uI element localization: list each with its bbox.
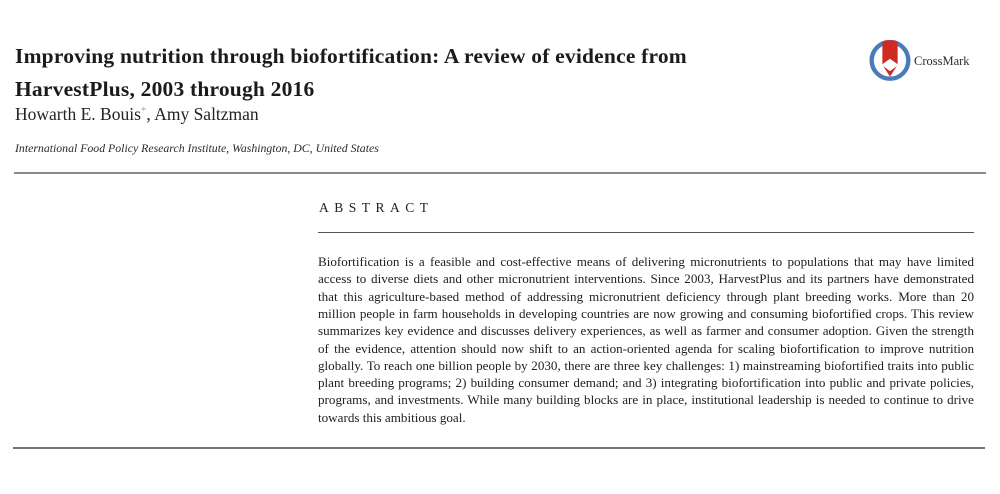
abstract-heading: ABSTRACT [319, 200, 434, 215]
abstract-divider-rule [318, 232, 974, 233]
corresponding-author-footnote-link[interactable]: * [140, 105, 147, 117]
footer-divider-rule [13, 447, 985, 449]
author-name-2: , Amy Saltzman [146, 104, 259, 124]
header-divider-rule [14, 172, 986, 174]
article-title-line1: Improving nutrition through biofortification: A review of evidence from [15, 44, 687, 69]
abstract-text: Biofortification is a feasible and cost-effective means of delivering micronutrients to populations that may have limited access to diverse diets and other micronutrient interventions. Since 2003, HarvestPlus and its partners have demonstrated that this agriculture-based method of addressing micronutrient deficiency through plant breeding works. More than 20 million people in farm households in developing countries are now growing and consuming biofortified crops. This review summarizes key evidence and discusses delivery experiences, as well as farmer and consumer adoption. Given the strength of the evidence, attention should now shift to an action-oriented agenda for scaling biofortification to improve nutrition globally. To reach one billion people by 2030, there are three key challenges: 1) mainstreaming biofortified traits into public plant breeding programs; 2) building consumer demand; and 3) integrating biofortification into public and private policies, programs, and investments. While many building blocks are in place, institutional leadership is needed to continue to drive towards this ambitious goal. [318, 254, 974, 425]
article-title [15, 40, 845, 105]
author-name-1: Howarth E. Bouis [15, 104, 141, 124]
crossmark-label: CrossMark [914, 53, 970, 68]
affiliation: International Food Policy Research Institute, Washington, DC, United States [15, 141, 379, 155]
crossmark-icon [869, 35, 911, 87]
article-title-line2: HarvestPlus, 2003 through 2016 [15, 76, 315, 101]
crossmark-badge[interactable] [869, 35, 970, 87]
author-list [15, 104, 259, 125]
